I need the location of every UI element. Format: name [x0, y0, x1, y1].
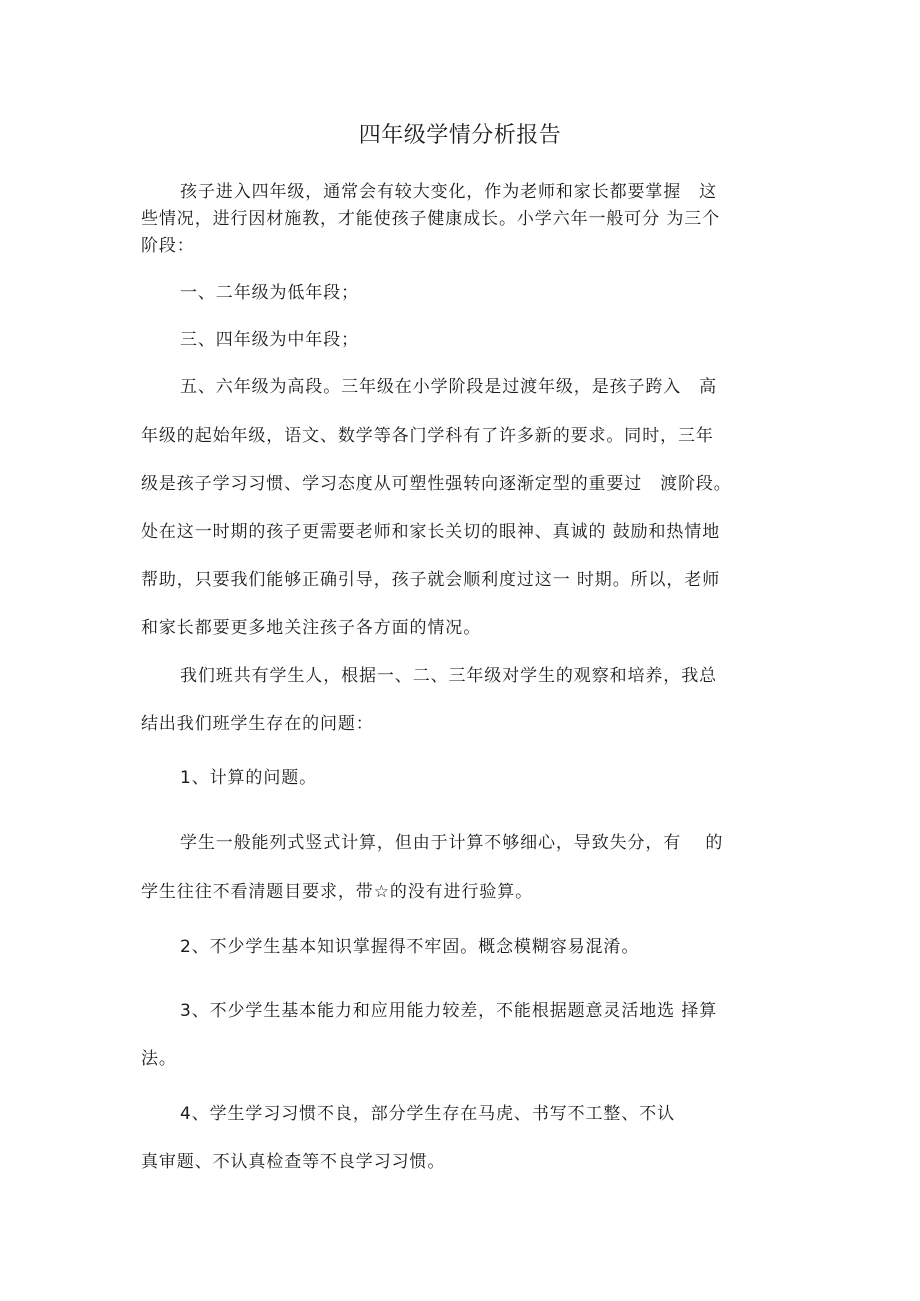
paragraph-line: 处在这一时期的孩子更需要老师和家长关切的眼神、真诚的 鼓励和热情地: [141, 522, 721, 542]
paragraph-line: 些情况，进行因材施教，才能使孩子健康成长。小学六年一般可分 为三个: [141, 209, 721, 229]
paragraph-line: 和家长都要更多地关注孩子各方面的情况。: [141, 618, 482, 638]
list-item-heading: 4、学生学习习惯不良，部分学生存在马虎、书写不工整、不认: [180, 1104, 676, 1124]
list-item-heading: 1、计算的问题。: [180, 768, 318, 788]
paragraph-line: 阶段：: [141, 236, 195, 256]
document-title: 四年级学情分析报告: [358, 123, 562, 148]
paragraph-line: 真审题、不认真检查等不良学习习惯。: [141, 1152, 446, 1172]
paragraph-line: 级是孩子学习习惯、学习态度从可塑性强转向逐渐定型的重要过 渡阶段。: [141, 474, 732, 494]
paragraph-line: 孩子进入四年级，通常会有较大变化，作为老师和家长都要掌握 这: [180, 182, 717, 202]
list-item-heading: 2、不少学生基本知识掌握得不牢固。概念模糊容易混淆。: [180, 937, 640, 957]
paragraph-line: 法。: [141, 1049, 177, 1069]
paragraph-line: 结出我们班学生存在的问题：: [141, 714, 374, 734]
paragraph-line: 一、二年级为低年段；: [180, 283, 359, 303]
paragraph-line: 年级的起始年级，语文、数学等各门学科有了许多新的要求。同时，三年: [141, 426, 714, 446]
paragraph-line: 我们班共有学生人，根据一、二、三年级对学生的观察和培养，我总: [180, 666, 717, 686]
paragraph-line: 学生一般能列式竖式计算，但由于计算不够细心，导致失分，有 的: [180, 833, 724, 853]
paragraph-line: 五、六年级为高段。三年级在小学阶段是过渡年级，是孩子跨入 高: [180, 377, 717, 397]
paragraph-line: 学生往往不看清题目要求，带☆的没有进行验算。: [141, 882, 534, 902]
paragraph-line: 三、四年级为中年段；: [180, 330, 359, 350]
paragraph-line: 帮助，只要我们能够正确引导，孩子就会顺利度过这一 时期。所以，老师: [141, 570, 721, 590]
list-item-heading: 3、不少学生基本能力和应用能力较差，不能根据题意灵活地选 择算: [180, 1001, 718, 1021]
